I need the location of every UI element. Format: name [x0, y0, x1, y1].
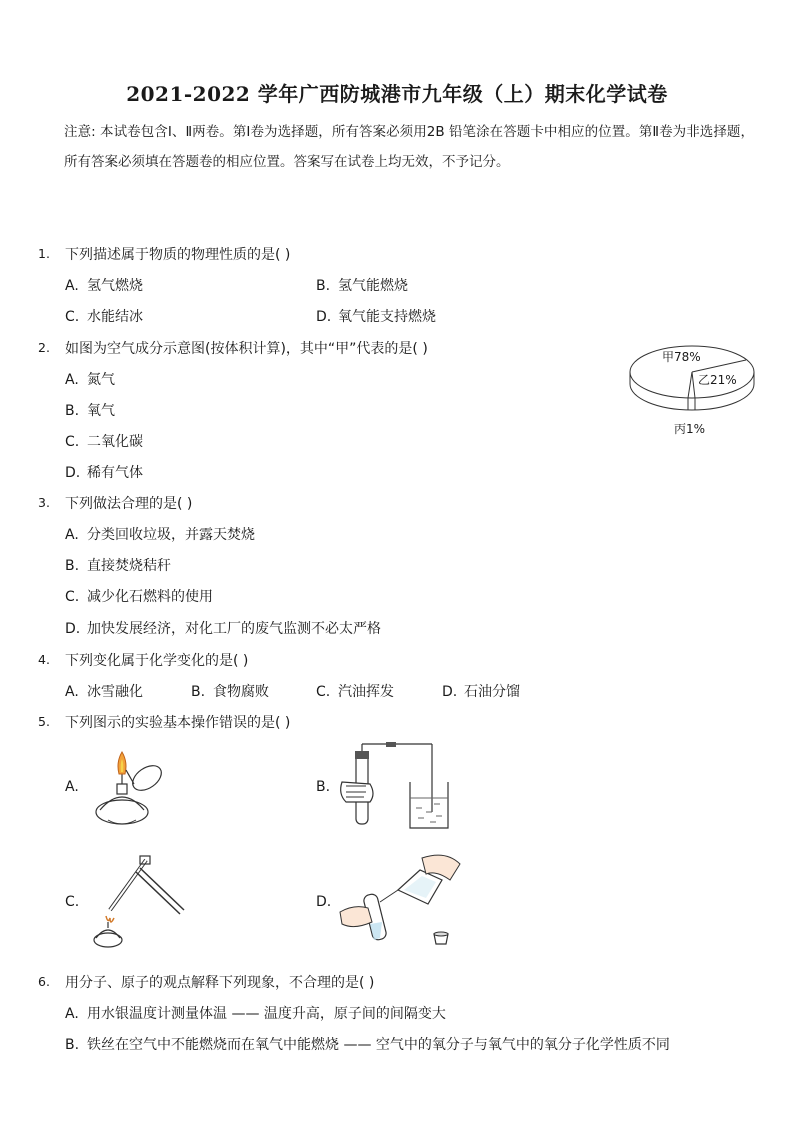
- slice-label-yi: 乙21%: [698, 373, 737, 387]
- airtightness-check-figure: [336, 742, 452, 832]
- option-2a: A. 氮气: [65, 372, 115, 388]
- pouring-liquid-figure: [338, 850, 466, 950]
- question-number: 6.: [38, 974, 50, 989]
- question-stem: 下列描述属于物质的物理性质的是( ): [65, 247, 291, 263]
- option-4d: D. 石油分馏: [442, 684, 520, 700]
- option-2c: C. 二氧化碳: [65, 434, 143, 450]
- option-1c: C. 水能结冰: [65, 309, 143, 325]
- slice-label-bing: 丙1%: [674, 422, 706, 436]
- question-stem: 下列变化属于化学变化的是( ): [65, 653, 249, 669]
- question-number: 1.: [38, 246, 50, 261]
- option-1a: A. 氢气燃烧: [65, 278, 143, 294]
- question-number: 3.: [38, 495, 50, 510]
- option-5d-label: D.: [316, 894, 332, 910]
- option-4b: B. 食物腐败: [191, 684, 269, 700]
- exam-title: 2021-2022 学年广西防城港市九年级（上）期末化学试卷: [126, 82, 668, 106]
- alcohol-lamp-lighting-figure: [92, 744, 168, 830]
- slice-label-jia: 甲78%: [662, 350, 701, 364]
- question-stem: 用分子、原子的观点解释下列现象，不合理的是( ): [65, 975, 375, 991]
- option-3a: A. 分类回收垃圾，并露天焚烧: [65, 527, 255, 543]
- question-number: 5.: [38, 714, 50, 729]
- question-stem: 如图为空气成分示意图(按体积计算)，其中“甲”代表的是( ): [65, 341, 428, 357]
- air-composition-pie-chart: [618, 330, 758, 442]
- question-stem: 下列做法合理的是( ): [65, 496, 193, 512]
- option-2d: D. 稀有气体: [65, 465, 143, 481]
- option-1d: D. 氧气能支持燃烧: [316, 309, 436, 325]
- option-3b: B. 直接焚烧秸秆: [65, 558, 171, 574]
- option-6b: B. 铁丝在空气中不能燃烧而在氧气中能燃烧 —— 空气中的氧分子与氧气中的氧分子化学性质不同: [65, 1037, 670, 1053]
- option-4a: A. 冰雪融化: [65, 684, 143, 700]
- option-3c: C. 减少化石燃料的使用: [65, 589, 213, 605]
- option-5c-label: C.: [65, 894, 80, 910]
- option-1b: B. 氢气能燃烧: [316, 278, 408, 294]
- question-stem: 下列图示的实验基本操作错误的是( ): [65, 715, 291, 731]
- option-5a-label: A.: [65, 779, 79, 795]
- question-number: 2.: [38, 340, 50, 355]
- question-number: 4.: [38, 652, 50, 667]
- option-2b: B. 氧气: [65, 403, 115, 419]
- exam-notice: 注意: 本试卷包含Ⅰ、Ⅱ两卷。第Ⅰ卷为选择题，所有答案必须用2B 铅笔涂在答题卡中相应的位置。第Ⅱ卷为非选择题，所有答案必须填在答题卷的相应位置。答案写在试卷上均无效，不予记分。: [64, 124, 754, 170]
- option-4c: C. 汽油挥发: [316, 684, 394, 700]
- option-6a: A. 用水银温度计测量体温 —— 温度升高，原子间的间隔变大: [65, 1006, 446, 1022]
- heating-test-tube-figure: [88, 852, 186, 950]
- option-3d: D. 加快发展经济，对化工厂的废气监测不必太严格: [65, 621, 381, 637]
- option-5b-label: B.: [316, 779, 331, 795]
